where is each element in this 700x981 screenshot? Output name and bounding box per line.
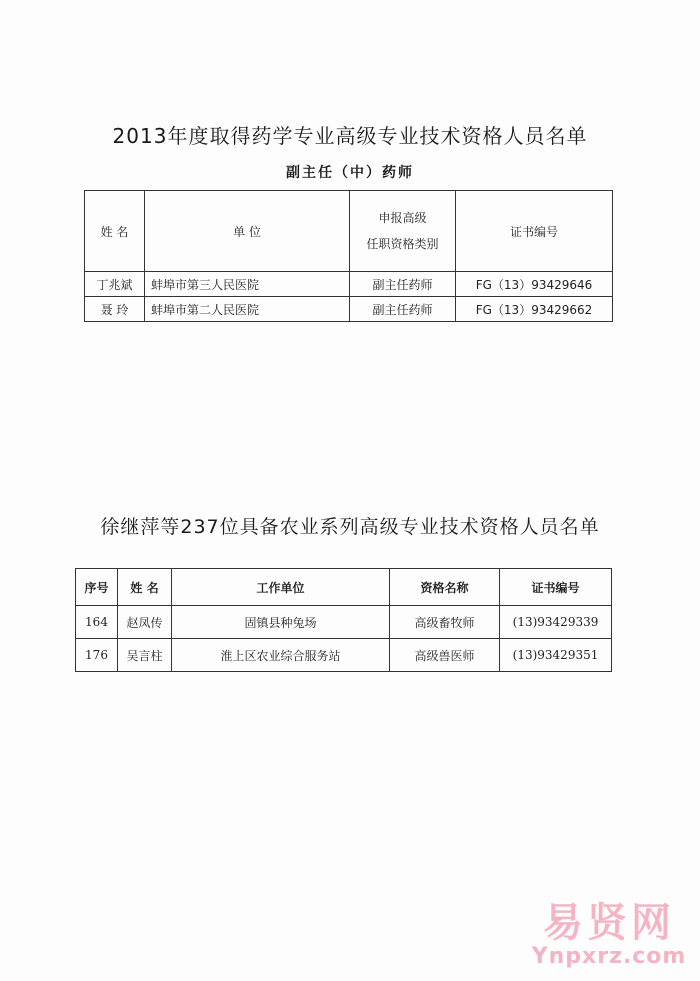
header-category-line1: 申报高级 [378,211,427,225]
cell-qualification: 高级畜牧师 [390,606,500,639]
header-unit: 单 位 [145,191,350,272]
cell-unit: 蚌埠市第二人民医院 [145,297,350,322]
cell-seq: 176 [76,639,118,672]
header-name: 姓 名 [118,569,172,606]
cell-name: 聂 玲 [85,297,145,322]
pharmacy-qualification-table [84,190,613,322]
header-category-line2: 任职资格类别 [366,237,439,251]
agriculture-qualification-table [75,568,612,672]
table-header-row [85,191,613,272]
watermark-url: Ynpxrz.com [531,944,687,969]
cell-name: 赵凤传 [118,606,172,639]
header-qualification: 资格名称 [390,569,500,606]
cell-cert: FG（13）93429662 [456,297,613,322]
section1-title: 2013年度取得药学专业高级专业技术资格人员名单 [112,124,588,148]
table-row [85,297,613,322]
section1-subtitle: 副主任（中）药师 [286,165,414,181]
table-row [76,639,612,672]
cell-category: 副主任药师 [350,272,456,297]
header-name: 姓 名 [85,191,145,272]
header-category [350,191,456,272]
header-cert: 证书编号 [500,569,612,606]
cell-qualification: 高级兽医师 [390,639,500,672]
cell-category: 副主任药师 [350,297,456,322]
section2-title: 徐继萍等237位具备农业系列高级专业技术资格人员名单 [100,516,600,538]
cell-name: 丁兆斌 [85,272,145,297]
header-unit: 工作单位 [172,569,390,606]
cell-cert: (13)93429351 [500,639,612,672]
cell-unit: 淮上区农业综合服务站 [172,639,390,672]
cell-unit: 固镇县种兔场 [172,606,390,639]
cell-cert: FG（13）93429646 [456,272,613,297]
watermark-brand: 易贤网 [543,900,675,946]
cell-seq: 164 [76,606,118,639]
cell-cert: (13)93429339 [500,606,612,639]
site-watermark [524,901,694,969]
cell-name: 吴言柱 [118,639,172,672]
header-cert: 证书编号 [456,191,613,272]
table-row [76,606,612,639]
table-header-row [76,569,612,606]
cell-unit: 蚌埠市第三人民医院 [145,272,350,297]
header-seq: 序号 [76,569,118,606]
table-row [85,272,613,297]
